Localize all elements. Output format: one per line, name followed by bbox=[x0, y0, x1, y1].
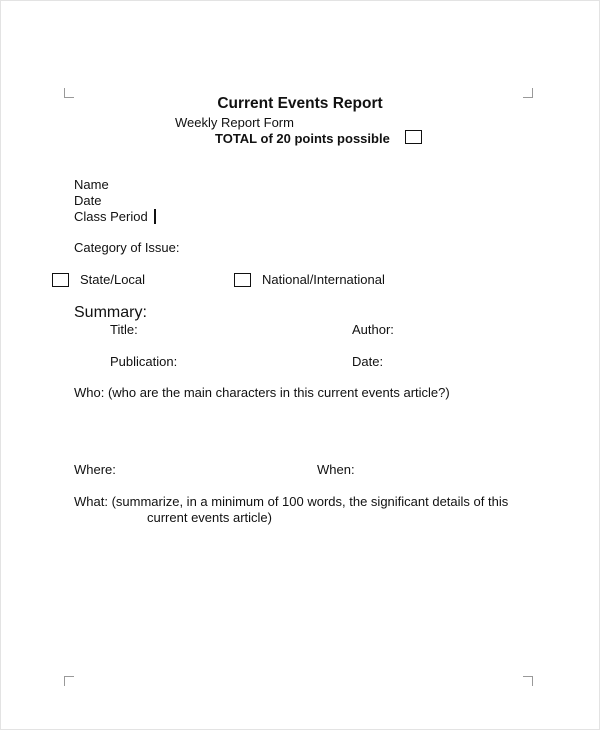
date-field-label: Date bbox=[74, 193, 102, 208]
what-question-line-1: What: (summarize, in a minimum of 100 words, the significant details of this bbox=[74, 494, 509, 509]
text-cursor bbox=[154, 209, 156, 224]
class-period-field-label: Class Period bbox=[74, 209, 148, 224]
national-international-checkbox[interactable] bbox=[234, 273, 251, 287]
where-label: Where: bbox=[74, 462, 116, 477]
summary-date-label: Date: bbox=[352, 354, 384, 369]
crop-mark-bottom-left bbox=[64, 676, 74, 686]
name-field-label: Name bbox=[74, 177, 109, 192]
state-local-checkbox[interactable] bbox=[52, 273, 69, 287]
summary-heading: Summary: bbox=[74, 304, 147, 321]
summary-author-label: Author: bbox=[352, 322, 394, 337]
document-title: Current Events Report bbox=[217, 95, 383, 112]
document-subtitle: Weekly Report Form bbox=[175, 115, 294, 130]
state-local-label: State/Local bbox=[80, 272, 146, 287]
national-international-label: National/International bbox=[262, 272, 385, 287]
crop-mark-bottom-right bbox=[523, 676, 533, 686]
when-label: When: bbox=[317, 462, 355, 477]
total-points-label: TOTAL of 20 points possible bbox=[215, 131, 390, 146]
summary-publication-label: Publication: bbox=[110, 354, 178, 369]
category-label: Category of Issue: bbox=[74, 240, 180, 255]
summary-title-label: Title: bbox=[110, 322, 138, 337]
what-question-line-2: current events article) bbox=[147, 510, 272, 525]
points-checkbox[interactable] bbox=[405, 130, 422, 144]
who-question: Who: (who are the main characters in this current events article?) bbox=[74, 385, 450, 400]
